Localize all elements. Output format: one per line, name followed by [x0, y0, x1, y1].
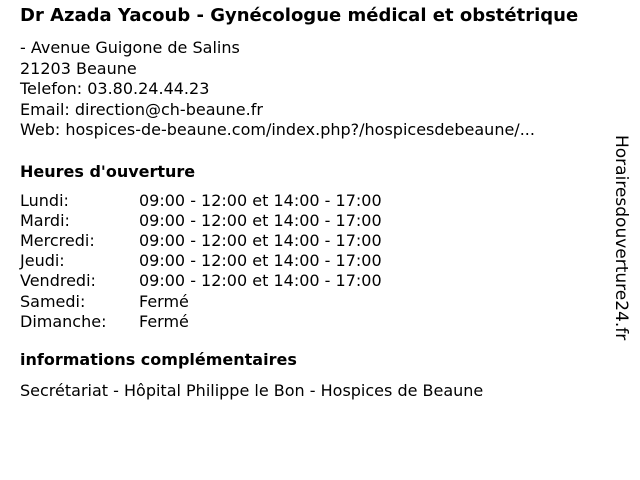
time-value: 09:00 - 12:00 et 14:00 - 17:00: [139, 230, 382, 250]
hours-row-thursday: [20, 251, 616, 271]
info-heading: informations complémentaires: [20, 349, 297, 369]
time-value: Fermé: [139, 311, 189, 331]
phone-line: Telefon: 03.80.24.44.23: [20, 79, 210, 98]
content: [20, 6, 616, 401]
day-label: Dimanche:: [20, 311, 107, 331]
hours-row-saturday: [20, 292, 616, 312]
day-label: Vendredi:: [20, 271, 96, 291]
hours-row-sunday: [20, 312, 616, 332]
hours-row-wednesday: [20, 231, 616, 251]
time-value: 09:00 - 12:00 et 14:00 - 17:00: [139, 190, 382, 210]
time-value: 09:00 - 12:00 et 14:00 - 17:00: [139, 210, 382, 230]
street-line: - Avenue Guigone de Salins: [20, 38, 240, 57]
web-line: Web: hospices-de-beaune.com/index.php?/hospicesdebeaune/...: [20, 120, 535, 139]
time-value: 09:00 - 12:00 et 14:00 - 17:00: [139, 271, 382, 291]
hours-row-monday: [20, 191, 616, 211]
hours-row-tuesday: [20, 211, 616, 231]
page-title: Dr Azada Yacoub - Gynécologue médical et obstétrique: [20, 5, 579, 26]
email-line: Email: direction@ch-beaune.fr: [20, 99, 263, 119]
address-block: [20, 38, 616, 141]
day-label: Mercredi:: [20, 230, 95, 250]
day-label: Jeudi:: [20, 251, 65, 271]
city-line: 21203 Beaune: [20, 58, 137, 78]
time-value: Fermé: [139, 291, 189, 311]
time-value: 09:00 - 12:00 et 14:00 - 17:00: [139, 251, 382, 271]
day-label: Mardi:: [20, 210, 70, 230]
day-label: Samedi:: [20, 291, 86, 311]
day-label: Lundi:: [20, 190, 69, 210]
hours-row-friday: [20, 271, 616, 291]
info-text: Secrétariat - Hôpital Philippe le Bon - Hospices de Beaune: [20, 380, 484, 400]
site-watermark: Horairesdouverture24.fr: [611, 135, 631, 341]
hours-heading: Heures d'ouverture: [20, 161, 196, 181]
hours-table: [20, 191, 616, 332]
